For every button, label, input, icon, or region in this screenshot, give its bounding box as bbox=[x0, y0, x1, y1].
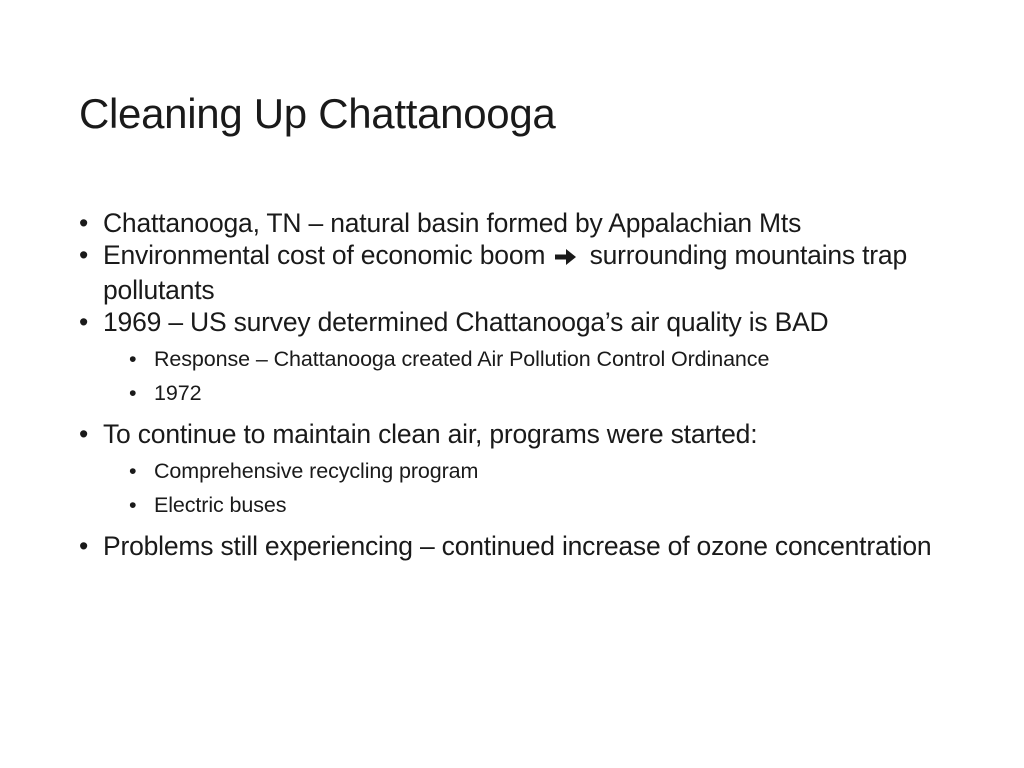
bullet-marker: • bbox=[79, 531, 89, 561]
bullet-marker: • bbox=[79, 419, 89, 449]
sub-bullet-marker: • bbox=[129, 493, 137, 517]
sub-bullet-marker: • bbox=[129, 381, 137, 405]
bullet-item bbox=[79, 418, 959, 450]
sub-bullet-marker: • bbox=[129, 347, 137, 371]
bullet-text: 1969 – US survey determined Chattanooga’s air quality is BAD bbox=[103, 307, 829, 337]
sub-bullet-item bbox=[79, 376, 959, 410]
bullet-marker: • bbox=[79, 307, 89, 337]
bullet-text: Chattanooga, TN – natural basin formed by Appalachian Mts bbox=[103, 208, 802, 238]
sub-bullet-text: Comprehensive recycling program bbox=[154, 459, 479, 483]
sub-bullet-item bbox=[79, 342, 959, 376]
sub-bullet-text: Response – Chattanooga created Air Pollution Control Ordinance bbox=[154, 347, 770, 371]
bullet-text: Problems still experiencing – continued increase of ozone concentration bbox=[103, 531, 932, 561]
bullet-item bbox=[79, 207, 959, 239]
sub-bullet-marker: • bbox=[129, 459, 137, 483]
sub-bullet-item bbox=[79, 454, 959, 488]
bullet-marker: • bbox=[79, 240, 89, 270]
bullet-marker: • bbox=[79, 208, 89, 238]
slide-title: Cleaning Up Chattanooga bbox=[79, 90, 556, 137]
sub-bullet-text: Electric buses bbox=[154, 493, 287, 517]
bullet-text: To continue to maintain clean air, programs were started: bbox=[103, 419, 758, 449]
sub-bullet-text: 1972 bbox=[154, 381, 202, 405]
bullet-list bbox=[79, 207, 959, 562]
bullet-text: surrounding mountains trap pollutants bbox=[103, 240, 908, 305]
bullet-item bbox=[79, 306, 959, 338]
right-arrow-icon bbox=[554, 242, 578, 274]
bullet-item bbox=[79, 530, 959, 562]
bullet-item bbox=[79, 239, 959, 306]
bullet-text: Environmental cost of economic boom bbox=[103, 240, 546, 270]
sub-bullet-item bbox=[79, 488, 959, 522]
